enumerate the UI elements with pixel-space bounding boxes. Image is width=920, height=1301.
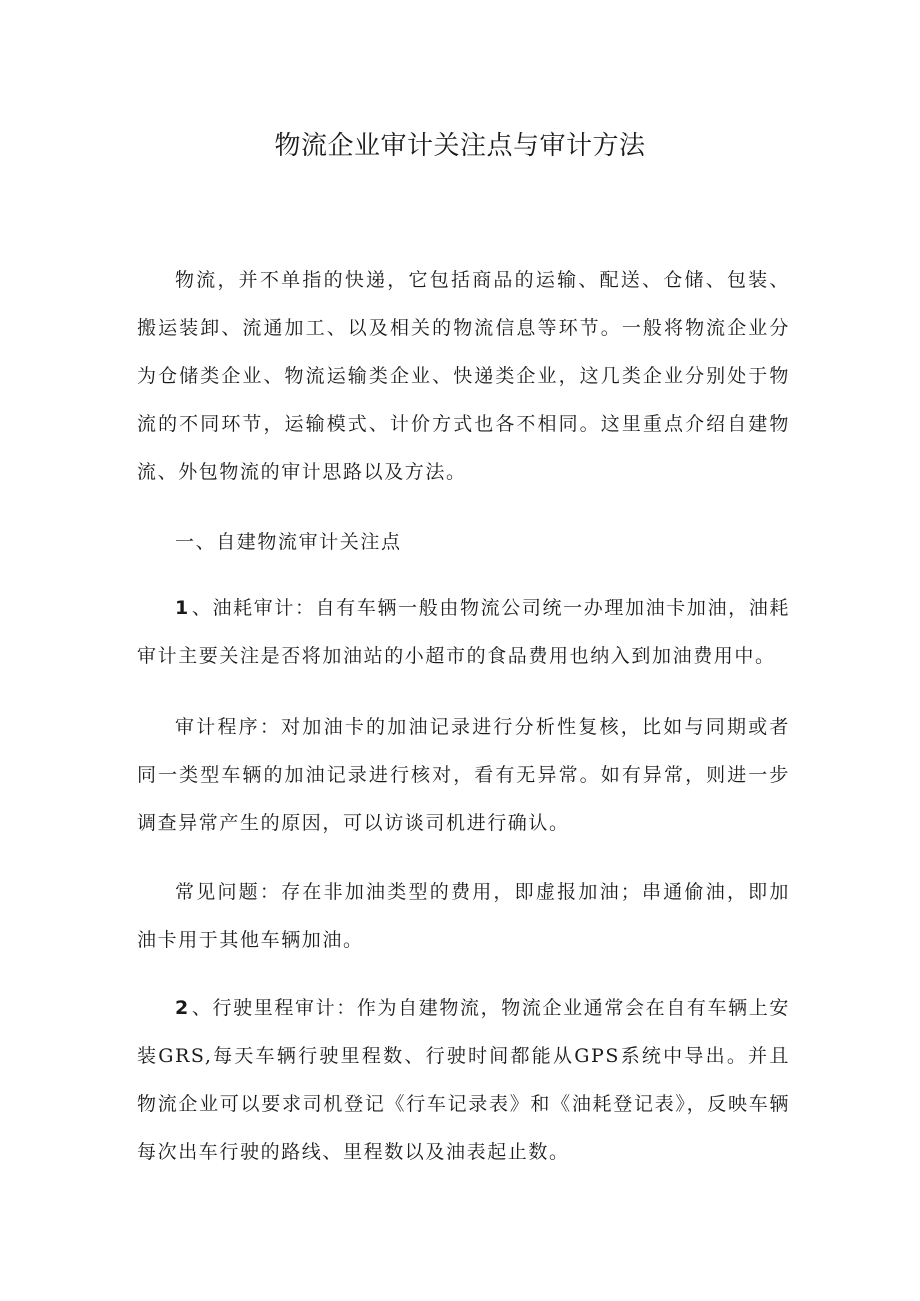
item-mileage-audit bbox=[137, 984, 790, 1176]
intro-paragraph: 物流，并不单指的快递，它包括商品的运输、配送、仓储、包装、搬运装卸、流通加工、以及相关的物流信息等环节。一般将物流企业分为仓储类企业、物流运输类企业、快递类企业，这几类企业分别处于物流的不同环节，运输模式、计价方式也各不相同。这里重点介绍自建物流、外包物流的审计思路以及方法。 bbox=[137, 269, 790, 483]
section-heading-self-built-logistics: 一、自建物流审计关注点 bbox=[175, 531, 402, 553]
item-fuel-audit bbox=[137, 584, 790, 680]
common-issues-paragraph: 常见问题：存在非加油类型的费用，即虚报加油；串通偷油，即加油卡用于其他车辆加油。 bbox=[137, 881, 790, 951]
audit-procedure-paragraph: 审计程序：对加油卡的加油记录进行分析性复核，比如与同期或者同一类型车辆的加油记录进行核对，看有无异常。如有异常，则进一步调查异常产生的原因，可以访谈司机进行确认。 bbox=[137, 716, 790, 834]
item-number: 1 bbox=[175, 597, 190, 619]
document-title: 物流企业审计关注点与审计方法 bbox=[274, 131, 646, 161]
item-text: 、行驶里程审计：作为自建物流，物流企业通常会在自有车辆上安装GRS,每天车辆行驶里程数、行驶时间都能从GPS系统中导出。并且物流企业可以要求司机登记《行车记录表》和《油耗登记表》，反映车辆每次出车行驶的路线、里程数以及油表起止数。 bbox=[137, 997, 790, 1163]
item-number: 2 bbox=[175, 997, 190, 1019]
item-text: 、油耗审计：自有车辆一般由物流公司统一办理加油卡加油，油耗审计主要关注是否将加油站的小超市的食品费用也纳入到加油费用中。 bbox=[137, 597, 790, 667]
